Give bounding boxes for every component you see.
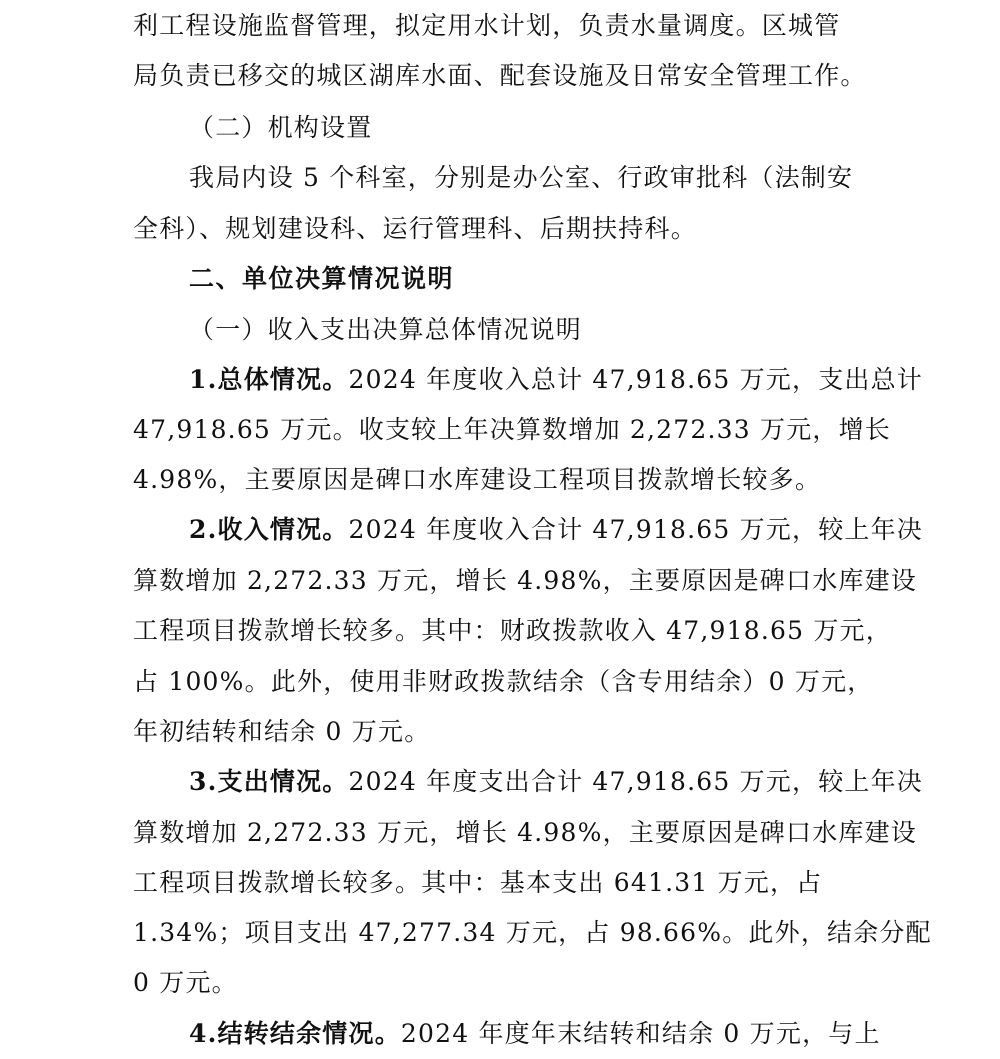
paragraph-line: 工程项目拨款增长较多。其中：财政拨款收入 47,918.65 万元， <box>133 616 892 645</box>
paragraph-line: 47,918.65 万元。收支较上年决算数增加 2,272.33 万元，增长 <box>133 415 892 444</box>
paragraph-line: 0 万元。 <box>133 968 238 997</box>
subsection-heading: （二）机构设置 <box>189 113 373 142</box>
paragraph-line: 4.98%，主要原因是碑口水库建设工程项目拨款增长较多。 <box>133 465 822 494</box>
paragraph-lead: 2.收入情况。 <box>189 515 349 544</box>
paragraph-line: 全科）、规划建设科、运行管理科、后期扶持科。 <box>133 214 697 243</box>
paragraph-line: 1.34%；项目支出 47,277.34 万元，占 98.66%。此外，结余分配 <box>133 918 932 947</box>
paragraph-text: 2024 年度支出合计 47,918.65 万元，较上年决 <box>348 767 923 796</box>
subsection-heading: （一）收入支出决算总体情况说明 <box>189 315 583 344</box>
section-heading: 二、单位决算情况说明 <box>189 264 455 293</box>
paragraph-line: 利工程设施监督管理，拟定用水计划，负责水量调度。区城管 <box>133 11 841 40</box>
paragraph-lead: 4.结转结余情况。 <box>189 1019 401 1048</box>
paragraph-line <box>189 757 923 807</box>
paragraph-line: 年初结转和结余 0 万元。 <box>133 717 431 746</box>
paragraph-line: 算数增加 2,272.33 万元，增长 4.98%，主要原因是碑口水库建设 <box>133 566 917 595</box>
paragraph-line <box>189 355 923 405</box>
paragraph-lead: 3.支出情况。 <box>189 767 349 796</box>
paragraph-text: 2024 年度收入合计 47,918.65 万元，较上年决 <box>348 515 923 544</box>
paragraph-line <box>189 1009 881 1059</box>
paragraph-line: 我局内设 5 个科室，分别是办公室、行政审批科（法制安 <box>189 163 854 192</box>
paragraph-lead: 1.总体情况。 <box>189 365 349 394</box>
paragraph-text: 2024 年度年末结转和结余 0 万元，与上 <box>400 1019 881 1048</box>
paragraph-line: 占 100%。此外，使用非财政拨款结余（含专用结余）0 万元， <box>133 667 874 696</box>
paragraph-line: 工程项目拨款增长较多。其中：基本支出 641.31 万元，占 <box>133 868 823 897</box>
paragraph-text: 2024 年度收入总计 47,918.65 万元，支出总计 <box>348 365 923 394</box>
paragraph-line: 局负责已移交的城区湖库水面、配套设施及日常安全管理工作。 <box>133 61 867 90</box>
paragraph-line <box>189 505 923 555</box>
paragraph-line: 算数增加 2,272.33 万元，增长 4.98%，主要原因是碑口水库建设 <box>133 818 917 847</box>
